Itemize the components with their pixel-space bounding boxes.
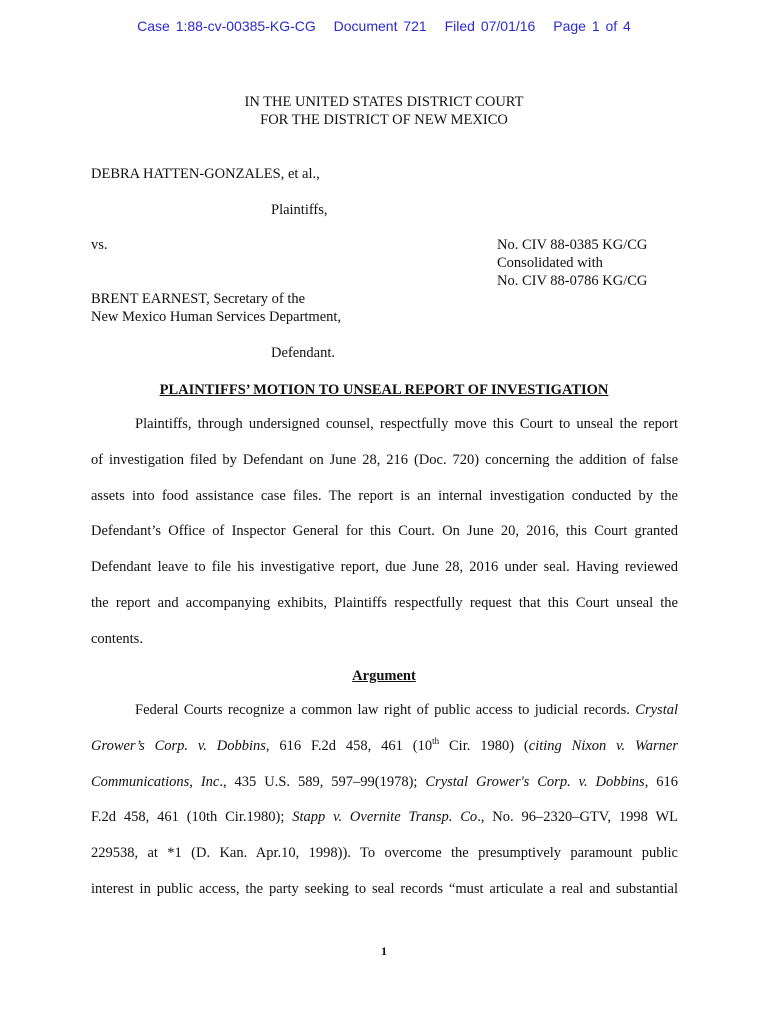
page-number: 1 <box>381 944 387 958</box>
paragraph-line: assets into food assistance case files. The report is an internal investigation conducted by the <box>91 487 678 504</box>
plaintiffs-label: Plaintiffs, <box>271 202 328 218</box>
argument-heading: Argument <box>352 668 416 684</box>
consolidated-label: Consolidated with <box>497 255 603 271</box>
paragraph-line <box>91 800 678 836</box>
plaintiff-name: DEBRA HATTEN-GONZALES, et al., <box>91 166 320 182</box>
versus-label: vs. <box>91 237 108 253</box>
paragraph-line: Defendant’s Office of Inspector General for this Court. On June 20, 2016, this Court granted <box>91 523 678 540</box>
filing-header <box>0 18 768 34</box>
text-run: F.2d 458, 461 (10th Cir.1980); <box>91 809 285 826</box>
paragraph-line <box>91 765 678 801</box>
motion-title: PLAINTIFFS’ MOTION TO UNSEAL REPORT OF INVESTIGATION <box>159 382 609 398</box>
case-citation: Stapp v. Overnite Transp. Co <box>292 809 478 826</box>
paragraph-line: Plaintiffs, through undersigned counsel, respectfully move this Court to unseal the report <box>135 416 678 432</box>
paragraph-line: contents. <box>91 630 143 647</box>
case-number-1: No. CIV 88-0385 KG/CG <box>497 237 648 253</box>
paragraph-line <box>91 693 678 729</box>
paragraph-line: of investigation filed by Defendant on June 28, 216 (Doc. 720) concerning the addition of false <box>91 451 678 468</box>
text-run: , 616 <box>644 773 679 790</box>
text-run: ., No. 96–2320–GTV, 1998 WL <box>477 809 679 826</box>
page-indicator: Page 1 of 4 <box>553 18 631 34</box>
paragraph-line: 229538, at *1 (D. Kan. Apr.10, 1998)). To overcome the presumptively paramount public <box>91 845 678 862</box>
paragraph-line <box>91 729 678 765</box>
case-citation: Crystal Grower's Corp. v. Dobbins <box>425 773 645 790</box>
case-citation: Communications, Inc <box>91 773 220 790</box>
case-citation: Crystal <box>635 702 678 718</box>
paragraph-line: Defendant leave to file his investigative report, due June 28, 2016 under seal. Having reviewed <box>91 559 678 576</box>
court-name <box>0 93 768 129</box>
ordinal-superscript: th <box>432 735 440 746</box>
document-number: Document 721 <box>333 18 427 34</box>
case-number-2: No. CIV 88-0786 KG/CG <box>497 273 648 289</box>
paragraph-line: interest in public access, the party seeking to seal records “must articulate a real and substantial <box>91 880 678 897</box>
case-citation: citing Nixon v. Warner <box>528 737 678 754</box>
filed-date: Filed 07/01/16 <box>444 18 536 34</box>
case-citation: Grower’s Corp. v. Dobbins <box>91 737 266 754</box>
intro-paragraph <box>91 407 678 658</box>
text-run: , 616 F.2d 458, 461 (10 <box>265 737 433 754</box>
defendant-line-1: BRENT EARNEST, Secretary of the <box>91 291 306 307</box>
text-run: ., 435 U.S. 589, 597–99(1978); <box>219 773 418 790</box>
court-line-1: IN THE UNITED STATES DISTRICT COURT <box>244 94 524 110</box>
argument-paragraph <box>91 693 678 908</box>
paragraph-line: the report and accompanying exhibits, Plaintiffs respectfully request that this Court unseal the <box>91 594 678 611</box>
defendant-label: Defendant. <box>271 345 336 361</box>
defendant-line-2: New Mexico Human Services Department, <box>91 309 342 325</box>
case-number: Case 1:88-cv-00385-KG-CG <box>137 18 316 34</box>
text-run: Cir. 1980) ( <box>439 737 529 754</box>
text-run: Federal Courts recognize a common law right of public access to judicial records. <box>135 702 630 718</box>
court-line-2: FOR THE DISTRICT OF NEW MEXICO <box>260 112 508 128</box>
